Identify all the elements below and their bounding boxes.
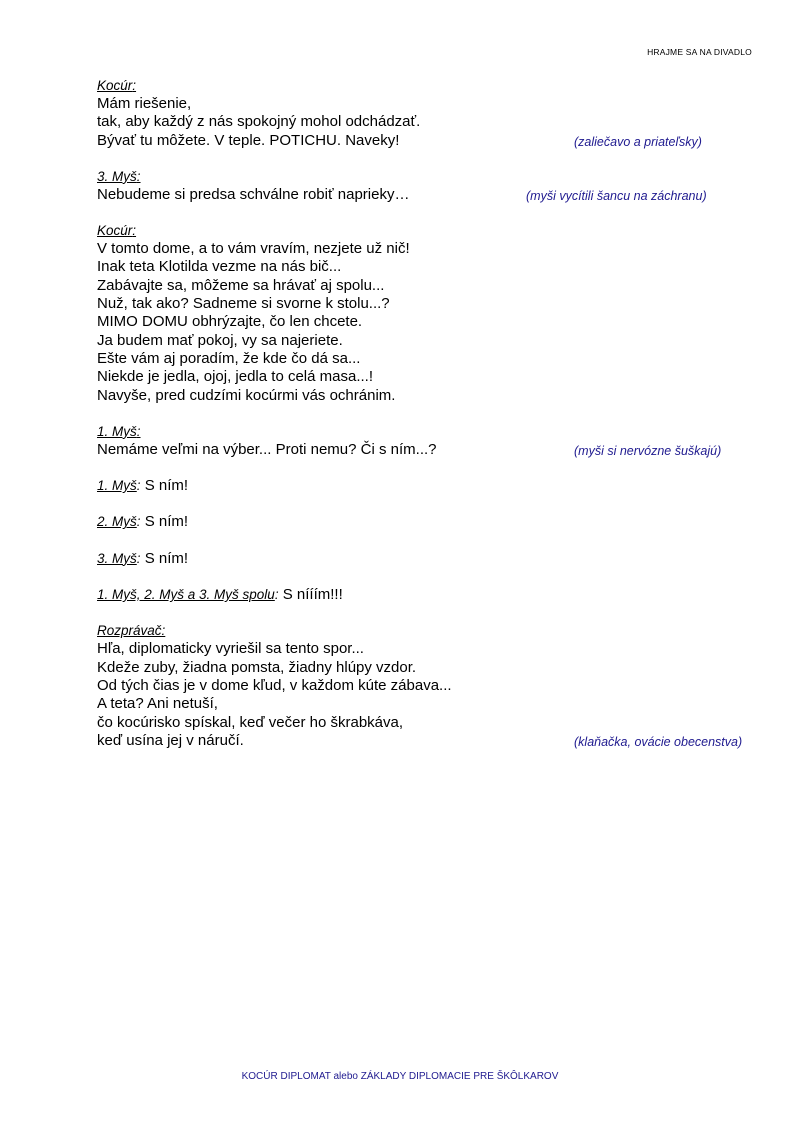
dialogue-line: V tomto dome, a to vám vravím, nezjete už nič! [97,240,410,258]
dialogue-line: Bývať tu môžete. V teple. POTICHU. Naveky! (zaliečavo a priateľsky) [97,132,757,150]
dialogue-line: čo kocúrisko spískal, keď večer ho škrabkáva, [97,713,404,731]
dialogue-line: Od tých čias je v dome kľud, v každom kúte zábava... [97,676,452,694]
dialogue-text: S nííím!!! [282,586,343,604]
dialogue-text: S ním! [144,549,189,567]
speaker-label: Kocúr: [97,78,137,93]
dialogue-line: Ešte vám aj poradím, že kde čo dá sa... [97,349,361,367]
dialogue-line: Nuž, tak ako? Sadneme si svorne k stolu...? [97,295,390,313]
dialogue-text: S ním! [144,513,189,531]
dialogue-line: Mám riešenie, [97,95,192,112]
speaker-label: 1. Myš, 2. Myš a 3. Myš spolu [97,587,275,603]
dialogue-block [97,513,757,531]
dialogue-block [97,222,757,405]
dialogue-line: Inak teta Klotilda vezme na nás bič... [97,258,342,276]
dialogue-line: 1. Myš: S ním! [97,477,189,495]
dialogue-line: Zabávajte sa, môžeme sa hrávať aj spolu... [97,276,385,294]
dialogue-line: Hľa, diplomaticky vyriešil sa tento spor... [97,640,364,658]
dialogue-line: MIMO DOMU obhrýzajte, čo len chcete. [97,313,363,331]
dialogue-line: 1. Myš, 2. Myš a 3. Myš spolu: S nííím!!! [97,586,343,604]
dialogue-block [97,586,757,604]
page-footer: KOCÚR DIPLOMAT alebo ZÁKLADY DIPLOMACIE PRE ŠKÔLKAROV [241,1071,559,1082]
dialogue-line: Nebudeme si predsa schválne robiť naprieky… (myši vycítili šancu na záchranu) [97,186,757,204]
dialogue-text: S ním! [144,477,189,495]
dialogue-line: Kdeže zuby, žiadna pomsta, žiadny hlúpy vzdor. [97,658,417,676]
dialogue-block [97,77,757,150]
speaker-label: 3. Myš: [97,168,141,184]
dialogue-line: Nemáme veľmi na výber... Proti nemu? Či s ním...? (myši si nervózne šuškajú) [97,441,757,459]
dialogue-block [97,550,757,568]
dialogue-line: Navyše, pred cudzími kocúrmi vás ochránim. [97,386,396,404]
speaker-label: 1. Myš [97,478,137,494]
speaker-label: 1. Myš: [97,423,141,439]
dialogue-line: keď usína jej v náručí. (klaňačka, ovácie obecenstva) [97,732,757,750]
dialogue-line: A teta? Ani netuší, [97,695,218,713]
dialogue-block [97,622,757,750]
dialogue-line: 3. Myš: S ním! [97,549,189,567]
speaker-label: 3. Myš [97,550,137,566]
page-header: HRAJME SA NA DIVADLO [647,47,752,57]
speaker-label: Rozprávač: [97,623,166,639]
dialogue-line: tak, aby každý z nás spokojný mohol odchádzať. [97,113,421,131]
dialogue-block [97,477,757,495]
stage-direction: (zaliečavo a priateľsky) [574,134,702,149]
dialogue-line: 2. Myš: S ním! [97,513,189,531]
script-content [97,77,757,768]
dialogue-block [97,168,757,204]
stage-direction: (klaňačka, ovácie obecenstva) [574,734,743,749]
dialogue-line: Niekde je jedla, ojoj, jedla to celá masa...! [97,368,373,386]
speaker-label: Kocúr: [97,223,137,239]
dialogue-block [97,423,757,459]
speaker-label: 2. Myš [97,514,137,530]
stage-direction: (myši vycítili šancu na záchranu) [526,188,707,203]
stage-direction: (myši si nervózne šuškajú) [574,443,722,458]
dialogue-line: Ja budem mať pokoj, vy sa najeriete. [97,331,343,349]
